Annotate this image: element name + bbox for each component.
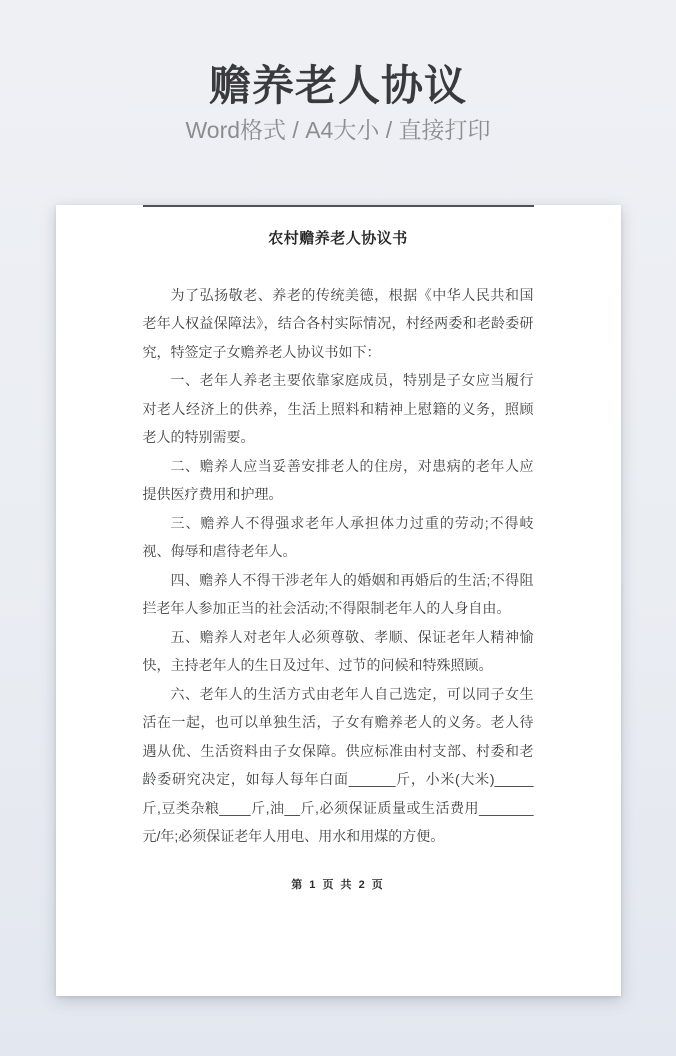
document-paragraph-clause-1: 一、老年人养老主要依靠家庭成员，特别是子女应当履行对老人经济上的供养，生活上照料和精神上慰籍的义务，照顾老人的特别需要。: [142, 372, 534, 446]
document-paragraph-clause-2: 二、赡养人应当妥善安排老人的住房，对患病的老年人应提供医疗费用和护理。: [142, 457, 534, 503]
document-title: 农村赡养老人协议书: [268, 229, 408, 247]
document-paragraph-clause-4: 四、赡养人不得干涉老年人的婚姻和再婚后的生活;不得阻拦老年人参加正当的社会活动;不得限制老年人的人身自由。: [142, 571, 534, 617]
document-paragraph-clause-6: 六、老年人的生活方式由老年人自己选定，可以同子女生活在一起，也可以单独生活，子女有赡养老人的义务。老人待遇从优、生活资料由子女保障。供应标准由村支部、村委和老龄委研究决定，如每人每年白面______斤，小米(大米)_____斤,豆类杂粮____斤,油__斤,必须保证质量或生活费用_______元/年;必须保证老年人用电、用水和用煤的方便。: [142, 685, 534, 845]
page-number-indicator: 第 1 页 共 2 页: [291, 878, 385, 891]
template-format-subtitle: Word格式 / A4大小 / 直接打印: [185, 117, 491, 144]
document-paragraph-clause-3: 三、赡养人不得强求老年人承担体力过重的劳动;不得岐视、侮辱和虐待老年人。: [142, 514, 534, 560]
document-body: [143, 281, 534, 851]
document-top-rule: [143, 205, 534, 207]
template-title: 赡养老人协议: [208, 62, 467, 109]
document-preview-page: [56, 205, 621, 996]
document-paragraph-clause-5: 五、赡养人对老年人必须尊敬、孝顺、保证老年人精神愉快，主持老年人的生日及过年、过节的问候和特殊照顾。: [142, 628, 534, 674]
template-header: [0, 0, 676, 145]
document-paragraph-intro: 为了弘扬敬老、养老的传统美德，根据《中华人民共和国老年人权益保障法》，结合各村实际情况，村经两委和老龄委研究，特签定子女赡养老人协议书如下：: [142, 286, 534, 360]
